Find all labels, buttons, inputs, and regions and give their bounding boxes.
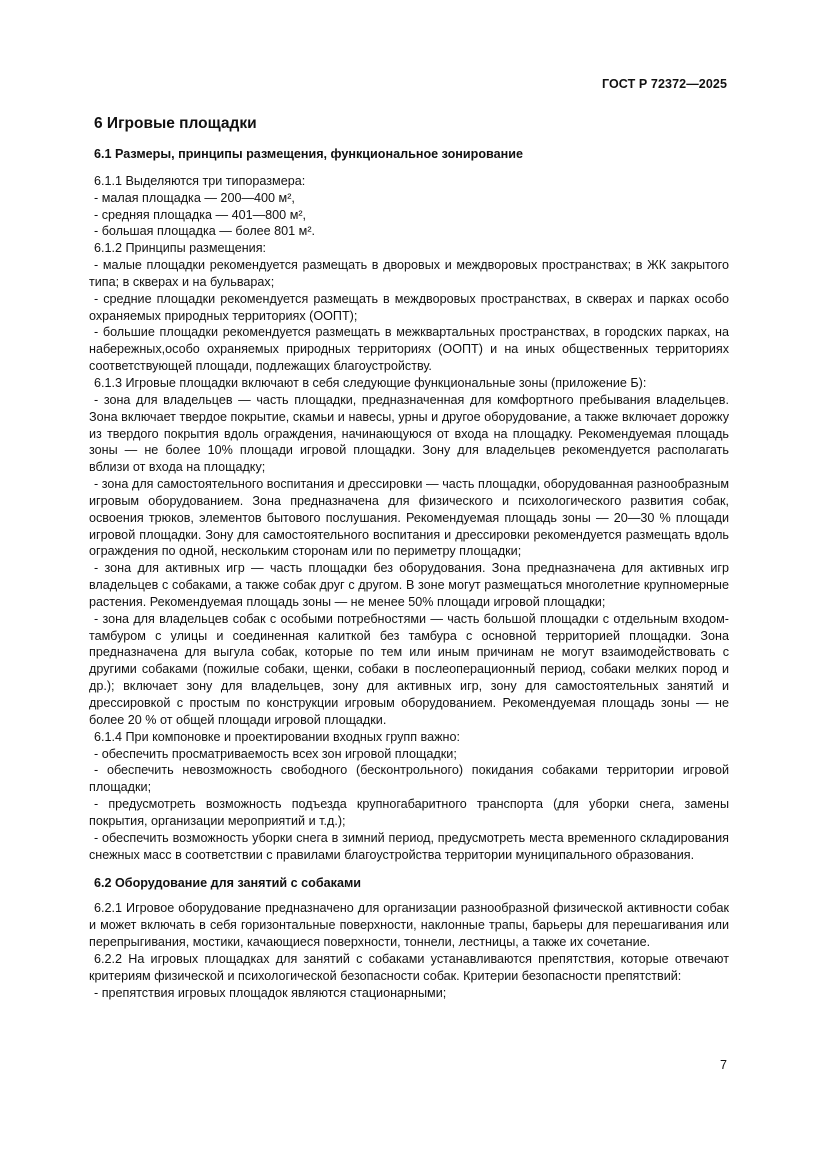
paragraph: 6.2.2 На игровых площадках для занятий с собаками устанавливаются препятствия, которые отвечают критериям физической и психологической безопасности собак. Критерии безопасности препятствий: <box>89 951 729 983</box>
paragraph: 6.1.1 Выделяются три типоразмера: <box>94 173 306 188</box>
list-item: - зона для самостоятельного воспитания и дрессировки — часть площадки, оборудованная разнообразным игровым оборудованием. Зона предназначена для физического и психологического развития собак, освоения трюков, элементов бытового послушания. Рекомендуемая площадь зоны — 20—30 % площади игровой площадки. Зону для самостоятельного воспитания и дрессировки рекомендуется размещать вдоль ограждения по одной, нескольким сторонам или по периметру площадки; <box>89 477 729 559</box>
list-item: - зона для владельцев собак с особыми потребностями — часть большой площадки с отдельным входом-тамбуром с улицы и соединенная калиткой без тамбура с основной территорией площадки. Зона предназначена для выгула собак, которые по тем или иным причинам не могут взаимодействовать с другими собаками (пожилые собаки, щенки, собаки в послеоперационный период, собаки мелких пород и др.); включает зону для владельцев, зону для активных игр, зону для самостоятельных занятий и дрессировкой с простым по конструкции игровым оборудованием. Рекомендуемая площадь зоны — не более 20 % от общей площади игровой площадки. <box>89 611 729 727</box>
list-item: - предусмотреть возможность подъезда крупногабаритного транспорта (для уборки снега, замены покрытия, организации мероприятий и т.д.); <box>89 797 729 828</box>
list-item: - зона для владельцев — часть площадки, предназначенная для комфортного пребывания владельцев. Зона включает твердое покрытие, скамьи и навесы, урны и другое оборудование, а также включает дорожку из твердого покрытия вдоль ограждения, начинающуюся от входа на площадку. Рекомендуемая площадь зоны — не более 10% площади игровой площадки. Зону для владельцев рекомендуется располагать вблизи от входа на площадку; <box>89 392 729 475</box>
paragraph: 6.2.1 Игровое оборудование предназначено для организации разнообразной физической активности собак и может включать в себя горизонтальные поверхности, наклонные трапы, барьеры для перешагивания или перепрыгивания, мостики, качающиеся поверхности, тоннели, лестницы, а также их сочетание. <box>89 901 729 949</box>
list-item: - малые площадки рекомендуется размещать в дворовых и междворовых пространствах; в ЖК закрытого типа; в скверах и на бульварах; <box>89 258 729 289</box>
standard-designation: ГОСТ Р 72372—2025 <box>601 77 727 91</box>
document-body <box>89 114 729 1001</box>
list-item: - обеспечить невозможность свободного (бесконтрольного) покидания собаками территории игровой площадки; <box>89 763 729 795</box>
subsection-title-6-1: 6.1 Размеры, принципы размещения, функциональное зонирование <box>94 147 523 161</box>
list-item: - средние площадки рекомендуется размещать в междворовых пространствах, в скверах и парках особо охраняемых природных территориях (ООПТ); <box>89 291 729 323</box>
list-item: - зона для активных игр — часть площадки без оборудования. Зона предназначена для активных игр владельцев с собаками, а также собак друг с другом. В зоне могут размещаться многолетние крупномерные растения. Рекомендуемая площадь зоны — не менее 50% площади игровой площадки; <box>89 561 729 609</box>
list-item: - большая площадка — более 801 м². <box>94 224 316 239</box>
paragraph: 6.1.2 Принципы размещения: <box>94 241 267 256</box>
page-number: 7 <box>719 1058 727 1072</box>
list-item: - средняя площадка — 401—800 м², <box>94 207 307 222</box>
paragraph: 6.1.3 Игровые площадки включают в себя следующие функциональные зоны (приложение Б): <box>94 375 647 390</box>
list-item: - большие площадки рекомендуется размещать в межквартальных пространствах, в городских парках, на набережных,особо охраняемых природных территориях (ООПТ) и на иных общественных территориях соответствующей площади, подлежащих благоустройству. <box>89 325 729 374</box>
list-item: - обеспечить возможность уборки снега в зимний период, предусмотреть места временного складирования снежных масс в соответствии с правилами благоустройства территории муниципального образования. <box>89 830 729 862</box>
section-title: 6 Игровые площадки <box>94 115 257 132</box>
list-item: - препятствия игровых площадок являются стационарными; <box>94 985 447 1000</box>
list-item: - обеспечить просматриваемость всех зон игровой площадки; <box>94 746 457 761</box>
subsection-title-6-2: 6.2 Оборудование для занятий с собаками <box>94 876 362 891</box>
list-item: - малая площадка — 200—400 м², <box>94 190 295 205</box>
paragraph: 6.1.4 При компоновке и проектировании входных групп важно: <box>94 729 460 744</box>
